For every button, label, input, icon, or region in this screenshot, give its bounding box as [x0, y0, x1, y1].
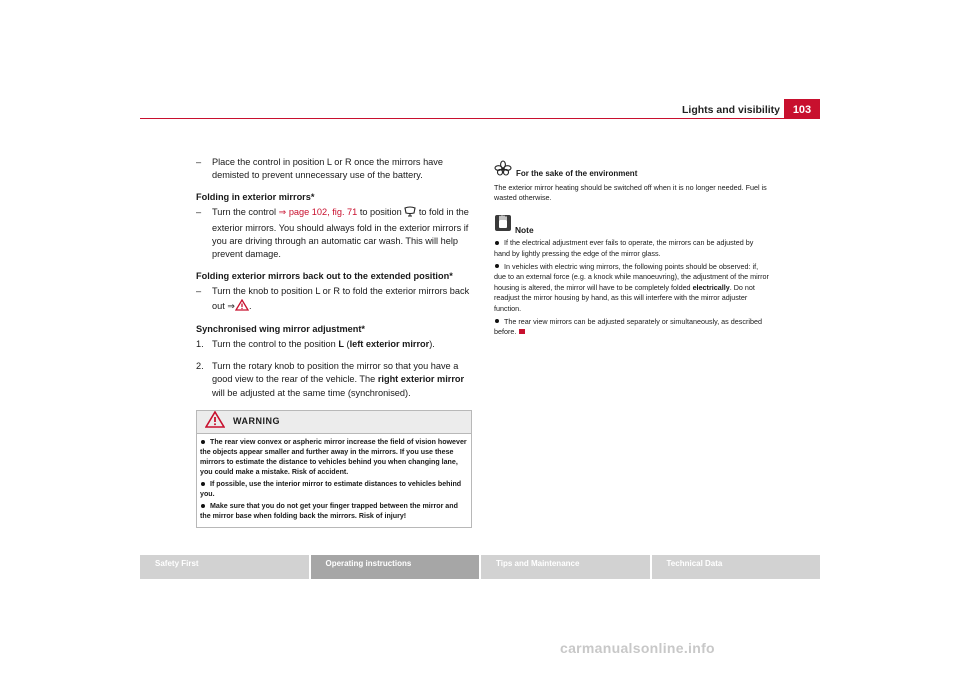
watermark: carmanualsonline.info: [560, 640, 715, 656]
footer-nav: [140, 555, 820, 579]
step-marker: 2.: [196, 360, 204, 371]
bullet-dot: [201, 504, 205, 508]
bullet-dot: [495, 241, 499, 245]
page-number: 103: [784, 99, 820, 119]
left-column: [196, 156, 472, 528]
step-text: to fold in the exterior mirrors. You should always fold in the exterior mirrors if you are driving through an automatic car wash. This will help prevent damage.: [212, 207, 469, 260]
bullet-text: . Do not readjust the mirror housing by hand, as this will interfere with the mirror adjuster function.: [494, 282, 755, 313]
bullet-text: The rear view convex or aspheric mirror increase the field of vision however the objects appear smaller and further away in the mirrors. If you use these mirrors to estimate the distance to vehicles behind you when changing lane, you could make a mistake. Risk of accident.: [200, 438, 467, 477]
fold-heading: Folding in exterior mirrors*: [196, 191, 315, 202]
step-text: to position: [357, 207, 405, 218]
footer-tab-safety-first[interactable]: Safety First: [140, 555, 309, 579]
bullet-text: If possible, use the interior mirror to estimate distances to vehicles behind you.: [200, 480, 462, 499]
warning-bullet: [200, 437, 468, 477]
step-marker: –: [196, 157, 202, 167]
step-bold: right exterior mirror: [377, 374, 465, 385]
page-title: Lights and visibility: [681, 104, 780, 116]
footer-tab-tips-maintenance[interactable]: Tips and Maintenance: [481, 555, 650, 579]
note-hand-icon: [494, 214, 512, 236]
warning-box: [196, 410, 472, 528]
note-title: Note: [515, 224, 534, 235]
step-marker: –: [196, 286, 202, 297]
step-text: .: [249, 300, 252, 311]
sync-heading: Synchronised wing mirror adjustment*: [196, 324, 365, 335]
step-text: (: [343, 339, 350, 350]
step-text: Turn the rotary knob to position the mirror so that you have a good view to the rear of the vehicle. The: [212, 360, 459, 385]
warning-header: [197, 411, 471, 434]
warning-ref-icon: [235, 299, 249, 315]
warning-title: WARNING: [233, 416, 280, 427]
fold-step: [196, 206, 472, 262]
ref-arrow: ⇒: [227, 300, 236, 311]
bullet-dot: [201, 440, 205, 444]
environment-title: For the sake of the environment: [516, 169, 638, 178]
unfold-step: [196, 285, 472, 315]
step-text: Turn the knob to position L or R to fold the exterior mirrors back out: [212, 286, 470, 311]
step-text: Turn the control to the position: [212, 339, 339, 350]
sync-step-2: [196, 360, 472, 400]
header-rule: [140, 118, 820, 119]
xref-arrow: ⇒: [278, 207, 287, 218]
sync-step-1: [196, 338, 472, 351]
warning-bullet: [200, 479, 468, 499]
bullet-text: If the electrical adjustment ever fails to operate, the mirrors can be adjusted by hand by lightly pressing the edge of the mirror glass.: [494, 238, 754, 258]
step-text: Turn the control: [212, 207, 279, 218]
step-bold: L: [338, 339, 344, 350]
note-bullet: [494, 238, 770, 259]
step-text: will be adjusted at the same time (synchronised).: [212, 387, 411, 398]
xref-link-fig71[interactable]: page 102, fig. 71: [286, 207, 358, 218]
footer-tab-operating-instructions[interactable]: Operating instructions: [311, 555, 480, 579]
footer-tab-technical-data[interactable]: Technical Data: [652, 555, 821, 579]
unfold-heading: Folding exterior mirrors back out to the extended position*: [196, 270, 453, 281]
bullet-bold: electrically: [692, 282, 730, 292]
note-header: [494, 214, 770, 236]
step-marker: 1.: [196, 339, 204, 350]
bullet-dot: [495, 319, 499, 323]
section-end-mark: [519, 329, 525, 334]
environment-text: The exterior mirror heating should be switched off when it is no longer needed. Fuel is wasted otherwise.: [494, 182, 767, 203]
bullet-dot: [201, 482, 205, 486]
warning-body: [197, 434, 471, 527]
step-marker: –: [196, 207, 202, 218]
bullet-dot: [495, 264, 499, 268]
note-bullet: [494, 317, 770, 338]
bullet-text: In vehicles with electric wing mirrors, the following points should be observed: if, due to an external force (e.g. a knock while manoeuvring), the adjustment of the mirror housing is altered, the mirror will have to be completely folded: [494, 261, 769, 292]
environment-header: [494, 160, 770, 180]
note-bullet: [494, 262, 770, 315]
mirror-fold-icon: [404, 206, 416, 221]
warning-triangle-icon: [205, 411, 225, 432]
environment-flower-icon: [494, 160, 512, 180]
right-column: [494, 160, 770, 340]
demist-step: [196, 156, 472, 183]
step-text: ).: [429, 339, 435, 350]
step-text: Place the control in position L or R once the mirrors have demisted to prevent unnecessary use of the battery.: [212, 157, 443, 181]
warning-bullet: [200, 501, 468, 521]
bullet-text: The rear view mirrors can be adjusted separately or simultaneously, as described before.: [494, 316, 762, 337]
bullet-text: Make sure that you do not get your finger trapped between the mirror and the mirror base when folding back the mirrors. Risk of injury!: [200, 502, 458, 521]
step-bold: left exterior mirror: [349, 339, 430, 350]
